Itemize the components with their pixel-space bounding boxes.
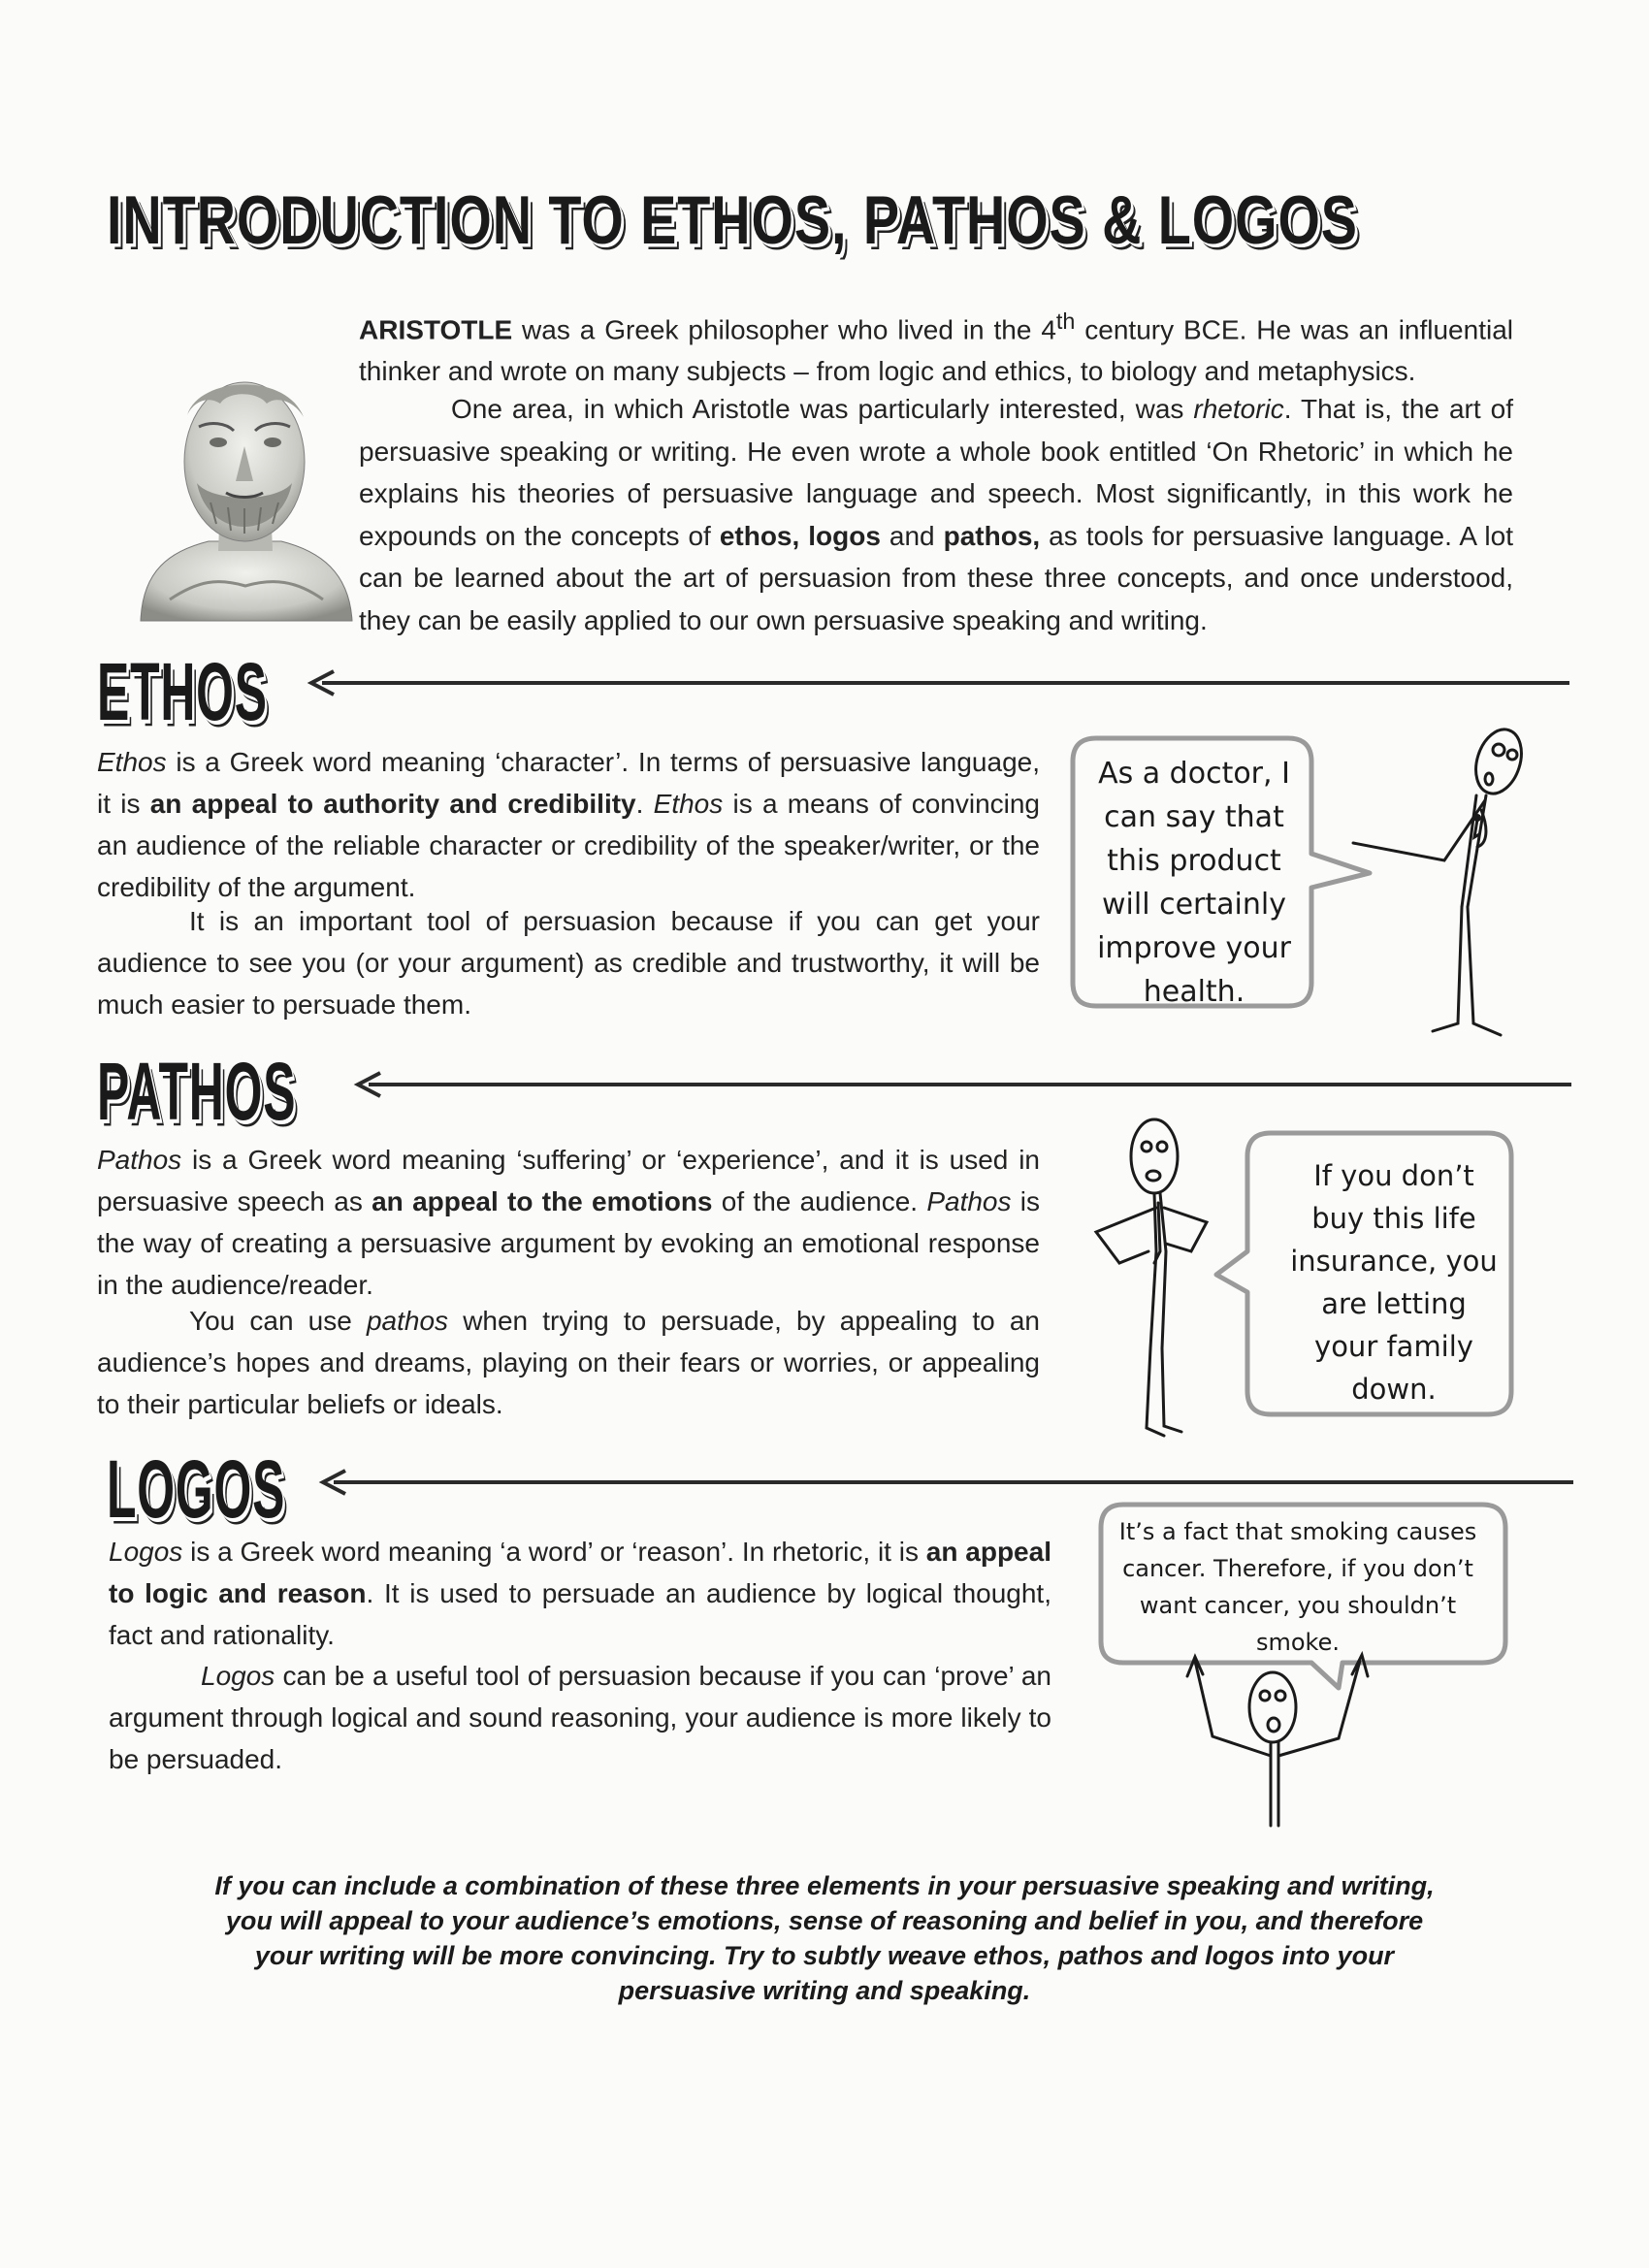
ethos-paragraph-2: It is an important tool of persuasion because if you can get your audience to see you (or your argument) as credible and trustworthy, it will be much easier to persuade them. [97,906,1040,1020]
pathos-heading: PATHOS [97,1045,297,1138]
aristotle-name: ARISTOTLE [359,314,513,345]
logos-heading: LOGOS [107,1442,286,1536]
aristotle-bust-image [131,357,359,621]
pathos-paragraph-1: Pathos is a Greek word meaning ‘suffering’ or ‘experience’, and it is used in persuasive speech as an appeal to the emotions of the audience. Pathos is the way of creating a persuasive argument by evoking an emotional response in the audience/reader. [97,1145,1040,1300]
logos-arrow [320,1469,1573,1496]
pathos-arrow [355,1071,1571,1098]
doctor-stick-figure [1343,723,1567,1043]
conclusion-text: If you can include a combination of these three elements in your persuasive speaking and writing, you will appeal to your audience’s emotions, sense of reasoning and belief in you, and therefore your writing will be more convincing. Try to subtly weave ethos, pathos and logos into your persuasive writing and speaking. [214,1871,1435,2005]
ethos-arrow [308,669,1569,697]
logos-paragraph-1: Logos is a Greek word meaning ‘a word’ or ‘reason’. In rhetoric, it is an appeal to logic and reason. It is used to persuade an audience by logical thought, fact and rationality. [109,1537,1051,1650]
presenter-stick-figure [1174,1649,1387,1833]
ethos-paragraph-1: Ethos is a Greek word meaning ‘character’. In terms of persuasive language, it is an appeal to authority and credibility. Ethos is a means of convincing an audience of the reliable character or credibility of the speaker/writer, or the credibility of the argument. [97,747,1041,902]
pathos-paragraph-2: You can use pathos when trying to persuade, by appealing to an audience’s hopes and dreams, playing on their fears or worries, or appealing to their particular beliefs or ideals. [97,1306,1040,1419]
intro-paragraph-1: ARISTOTLE was a Greek philosopher who lived in the 4th century BCE. He was an influential thinker and wrote on many subjects – from logic and ethics, to biology and metaphysics. [359,308,1513,387]
page-title: INTRODUCTION TO ETHOS, PATHOS & LOGOS [107,181,1358,259]
salesman-stick-figure [1086,1116,1212,1445]
logos-bubble-text: It’s a fact that smoking causes cancer. Therefore, if you don’t want cancer, you shouldn’t smoke. [1118,1518,1477,1656]
ethos-bubble-text: As a doctor, I can say that this product will certainly improve your health. [1097,757,1291,1009]
ethos-heading: ETHOS [97,645,268,738]
logos-paragraph-2: Logos can be a useful tool of persuasion because if you can ‘prove’ an argument through logical and sound reasoning, your audience is more likely to be persuaded. [109,1661,1051,1774]
pathos-bubble-text: If you don’t buy this life insurance, you are letting your family down. [1290,1159,1498,1406]
intro-paragraph-2: One area, in which Aristotle was particularly interested, was rhetoric. That is, the art of persuasive speaking or writing. He even wrote a whole book entitled ‘On Rhetoric’ in which he explains his theories of persuasive language and speech. Most significantly, in this work he expounds on the concepts of ethos, logos and pathos, as tools for persuasive language. A lot can be learned about the art of persuasion from these three concepts, and once understood, they can be easily applied to our own persuasive speaking and writing. [359,394,1514,635]
